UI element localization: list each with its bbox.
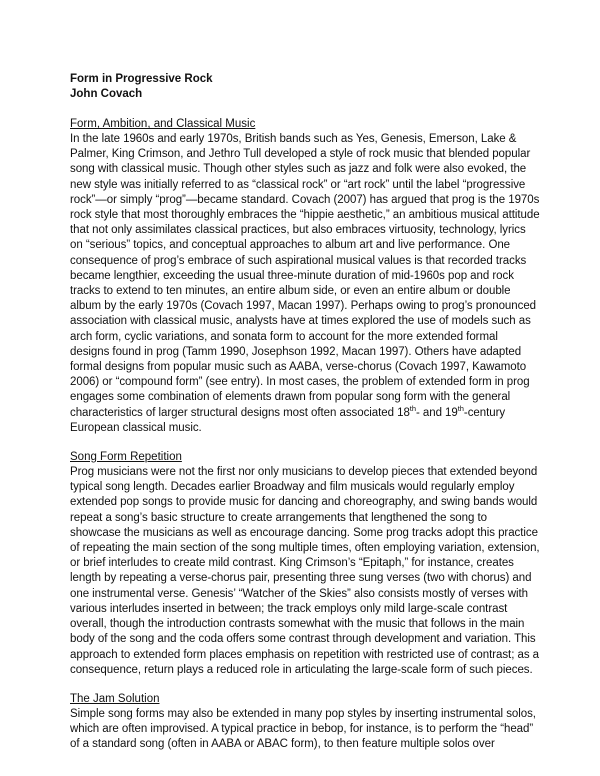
section-heading: Song Form Repetition xyxy=(70,451,182,464)
document-author: John Covach xyxy=(70,88,143,100)
section-body: Prog musicians were not the first nor only musicians to develop pieces that extended beyond typical song length. Decades earlier Broadway and film musicals would regularly employ extended pop songs to provide music for dancing and choreography, and swing bands would repeat a song’s basic structure to create arrangements that lengthened the song to showcase the musicians as well as encourage dancing. Some prog tracks adopt this practice of repeating the main section of the song multiple times, often employing variation, extension, or brief interludes to create mild contrast. King Crimson’s “Epitaph,” for instance, creates length by repeating a verse-chorus pair, presenting three sung verses (two with chorus) and one instrumental verse. Genesis’ “Watcher of the Skies” also consists mostly of verses with various interludes inserted in between; the track employs only mild large-scale contrast overall, though the introduction contrasts somewhat with the music that follows in the main body of the song and the coda offers some contrast through development and variation. This approach to extended form places emphasis on repetition with restricted use of contrast; as a consequence, return plays a reduced role in articulating the large-scale form of such pieces. xyxy=(70,466,540,676)
body-text: -century European classical music. xyxy=(70,406,506,434)
section-body: Simple song forms may also be extended in many pop styles by inserting instrumental solos, which are often improvised. A typical practice in bebop, for instance, is to perform the “head” of a standard song (often in AABA or ABAC form), to then feature multiple solos over xyxy=(70,707,536,751)
body-text: - and 19 xyxy=(415,406,458,419)
section-body xyxy=(70,132,540,436)
document-title: Form in Progressive Rock xyxy=(70,73,213,85)
body-text: In the late 1960s and early 1970s, British bands such as Yes, Genesis, Emerson, Lake & Palmer, King Crimson, and Jethro Tull developed a style of rock music that blended popular song with classical music. Though other styles such as jazz and folk were also evoked, the new style was initially referred to as “classical rock” or “art rock” until the label “progressive rock”—or simply “prog”—became standard. Covach (2007) has argued that prog is the 1970s rock style that most thoroughly embraces the “hippie aesthetic,” an ambitious musical attitude that not only assimilates classical practices, but also embraces virtuosity, technology, lyrics on “serious” topics, and conceptual approaches to album art and live performance. One consequence of prog’s embrace of such aspirational musical values is that recorded tracks became lengthier, exceeding the usual three-minute duration of mid-1960s pop and rock tracks to extend to ten minutes, an entire album side, or even an entire album or double album by the early 1970s (Covach 1997, Macan 1997). Perhaps owing to prog’s pronounced association with classical music, analysts have at times explored the use of models such as arch form, cyclic variations, and sonata form to account for the more extended formal designs found in prog (Tamm 1990, Josephson 1992, Macan 1997). Others have adapted formal designs from popular music such as AABA, verse-chorus (Covach 1997, Kawamoto 2006) or “compound form” (see entry). In most cases, the problem of extended form in prog engages some combination of elements drawn from popular song form with the general characteristics of larger structural designs most often associated 18 xyxy=(70,133,540,419)
section-heading: Form, Ambition, and Classical Music xyxy=(70,118,256,130)
section-heading: The Jam Solution xyxy=(70,692,160,705)
ordinal-superscript: th xyxy=(409,403,416,413)
ordinal-superscript: th xyxy=(457,403,464,413)
